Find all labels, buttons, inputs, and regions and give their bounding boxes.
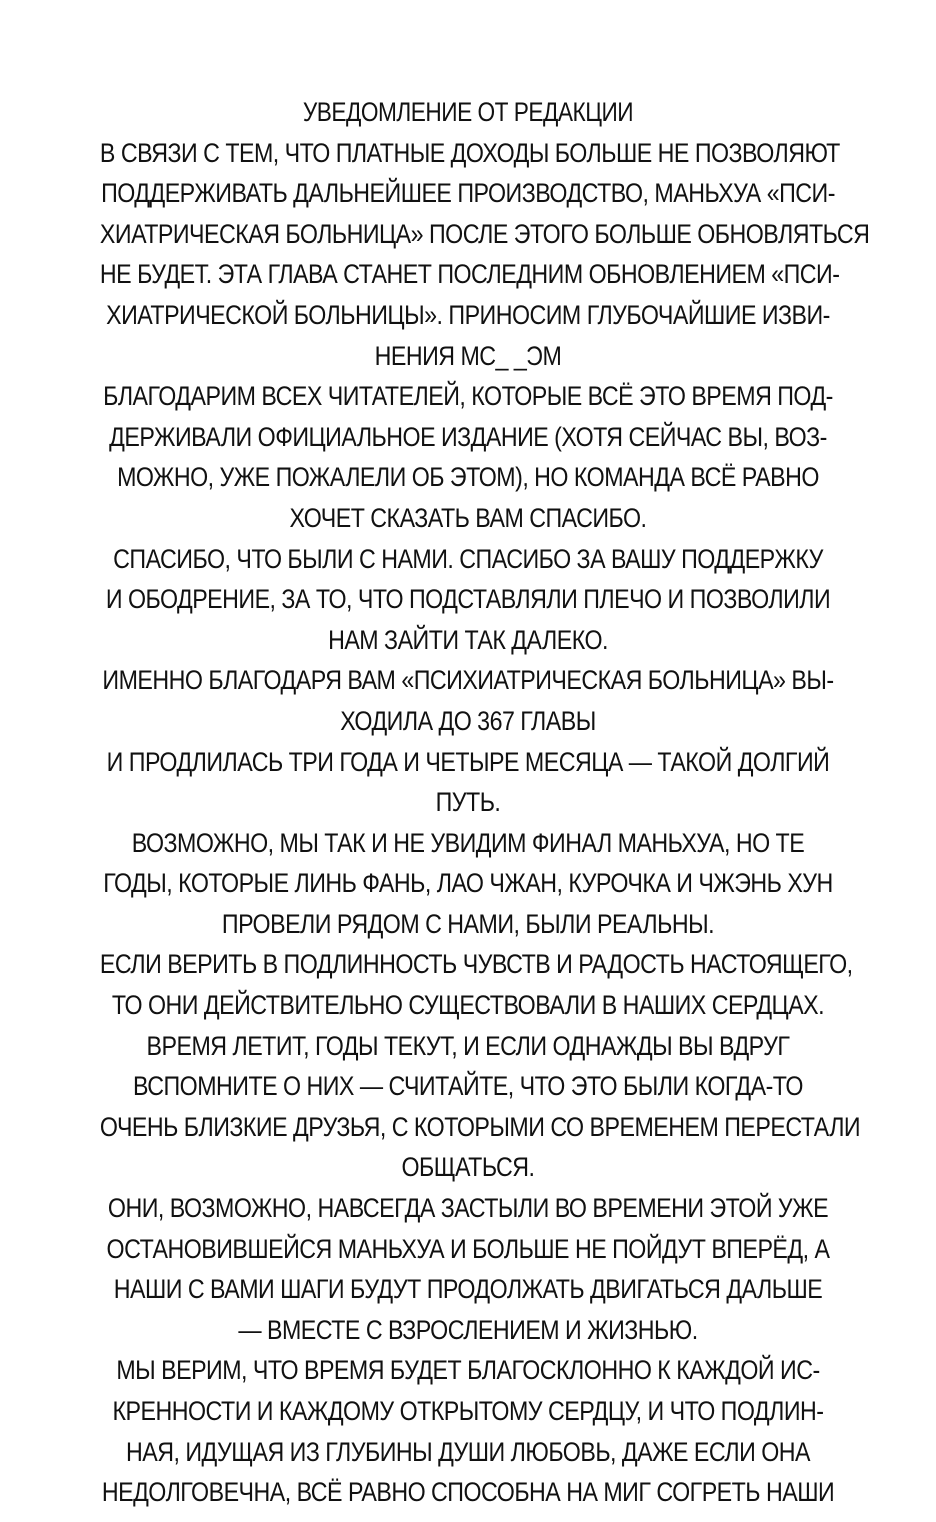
notice-line: — ВМЕСТЕ С ВЗРОСЛЕНИЕМ И ЖИЗНЬЮ. — [238, 1314, 698, 1345]
notice-line: ВОЗМОЖНО, МЫ ТАК И НЕ УВИДИМ ФИНАЛ МАНЬХУА, НО ТЕ — [131, 827, 805, 858]
notice-line: СПАСИБО, ЧТО БЫЛИ С НАМИ. СПАСИБО ЗА ВАШУ ПОДДЕРЖКУ — [113, 543, 823, 574]
notice-line: ХОЧЕТ СКАЗАТЬ ВАМ СПАСИБО. — [289, 502, 647, 533]
notice-line: НЕДОЛГОВЕЧНА, ВСЁ РАВНО СПОСОБНА НА МИГ СОГРЕТЬ НАШИ — [101, 1477, 835, 1508]
notice-line: МЫ ВЕРИМ, ЧТО ВРЕМЯ БУДЕТ БЛАГОСКЛОННО К КАЖДОЙ ИС- — [116, 1355, 820, 1386]
notice-line: ПОДДЕРЖИВАТЬ ДАЛЬНЕЙШЕЕ ПРОИЗВОДСТВО, МАНЬХУА «ПСИ- — [101, 178, 835, 209]
notice-line: НАМ ЗАЙТИ ТАК ДАЛЕКО. — [328, 624, 608, 655]
notice-line: ТО ОНИ ДЕЙСТВИТЕЛЬНО СУЩЕСТВОВАЛИ В НАШИХ СЕРДЦАХ. — [111, 990, 825, 1021]
notice-line: ВРЕМЯ ЛЕТИТ, ГОДЫ ТЕКУТ, И ЕСЛИ ОДНАЖДЫ ВЫ ВДРУГ — [146, 1030, 790, 1061]
notice-line: ХОДИЛА ДО 367 ГЛАВЫ — [340, 705, 596, 736]
notice-line: НЕ БУДЕТ. ЭТА ГЛАВА СТАНЕТ ПОСЛЕДНИМ ОБНОВЛЕНИЕМ «ПСИ- — [99, 259, 840, 290]
notice-line: ВСПОМНИТЕ О НИХ — СЧИТАЙТЕ, ЧТО ЭТО БЫЛИ КОГДА-ТО — [133, 1071, 803, 1102]
notice-line: ГОДЫ, КОТОРЫЕ ЛИНЬ ФАНЬ, ЛАО ЧЖАН, КУРОЧКА И ЧЖЭНЬ ХУН — [103, 868, 833, 899]
notice-line: ЕСЛИ ВЕРИТЬ В ПОДЛИННОСТЬ ЧУВСТВ И РАДОСТЬ НАСТОЯЩЕГО, — [99, 949, 853, 980]
notice-line: НАЯ, ИДУЩАЯ ИЗ ГЛУБИНЫ ДУШИ ЛЮБОВЬ, ДАЖЕ ЕСЛИ ОНА — [126, 1436, 810, 1467]
notice-line: ХИАТРИЧЕСКОЙ БОЛЬНИЦЫ». ПРИНОСИМ ГЛУБОЧАЙШИЕ ИЗВИ- — [106, 299, 830, 330]
notice-line: НАШИ С ВАМИ ШАГИ БУДУТ ПРОДОЛЖАТЬ ДВИГАТЬСЯ ДАЛЬШЕ — [113, 1274, 823, 1305]
notice-line: ОНИ, ВОЗМОЖНО, НАВСЕГДА ЗАСТЫЛИ ВО ВРЕМЕНИ ЭТОЙ УЖЕ — [107, 1193, 829, 1224]
notice-line: ИМЕННО БЛАГОДАРЯ ВАМ «ПСИХИАТРИЧЕСКАЯ БОЛЬНИЦА» ВЫ- — [102, 665, 834, 696]
notice-line: ОБЩАТЬСЯ. — [401, 1152, 535, 1183]
notice-line: НЕНИЯ MC_ _ƆM — [374, 340, 562, 371]
notice-line: КРЕННОСТИ И КАЖДОМУ ОТКРЫТОМУ СЕРДЦУ, И ЧТО ПОДЛИН- — [112, 1396, 824, 1426]
editorial-notice — [40, 92, 896, 1513]
notice-line: ОСТАНОВИВШЕЙСЯ МАНЬХУА И БОЛЬШЕ НЕ ПОЙДУТ ВПЕРЁД, А — [106, 1233, 830, 1264]
notice-line: БЛАГОДАРИМ ВСЕХ ЧИТАТЕЛЕЙ, КОТОРЫЕ ВСЁ ЭТО ВРЕМЯ ПОД- — [103, 381, 833, 412]
notice-line: И ОБОДРЕНИЕ, ЗА ТО, ЧТО ПОДСТАВЛЯЛИ ПЛЕЧО И ПОЗВОЛИЛИ — [105, 584, 831, 615]
notice-line: ОЧЕНЬ БЛИЗКИЕ ДРУЗЬЯ, С КОТОРЫМИ СО ВРЕМЕНЕМ ПЕРЕСТАЛИ — [99, 1111, 861, 1142]
notice-line: МОЖНО, УЖЕ ПОЖАЛЕЛИ ОБ ЭТОМ), НО КОМАНДА ВСЁ РАВНО — [117, 462, 819, 493]
notice-line: ПРОВЕЛИ РЯДОМ С НАМИ, БЫЛИ РЕАЛЬНЫ. — [221, 908, 715, 939]
notice-line: И ПРОДЛИЛАСЬ ТРИ ГОДА И ЧЕТЫРЕ МЕСЯЦА — ТАКОЙ ДОЛГИЙ — [106, 746, 830, 777]
notice-line: ПУТЬ. — [435, 787, 501, 818]
notice-title: УВЕДОМЛЕНИЕ ОТ РЕДАКЦИИ — [302, 97, 634, 127]
notice-line: ХИАТРИЧЕСКАЯ БОЛЬНИЦА» ПОСЛЕ ЭТОГО БОЛЬШЕ ОБНОВЛЯТЬСЯ — [99, 218, 870, 249]
notice-line: В СВЯЗИ С ТЕМ, ЧТО ПЛАТНЫЕ ДОХОДЫ БОЛЬШЕ НЕ ПОЗВОЛЯЮТ — [99, 137, 840, 168]
notice-line: ДЕРЖИВАЛИ ОФИЦИАЛЬНОЕ ИЗДАНИЕ (ХОТЯ СЕЙЧАС ВЫ, ВОЗ- — [109, 421, 827, 452]
